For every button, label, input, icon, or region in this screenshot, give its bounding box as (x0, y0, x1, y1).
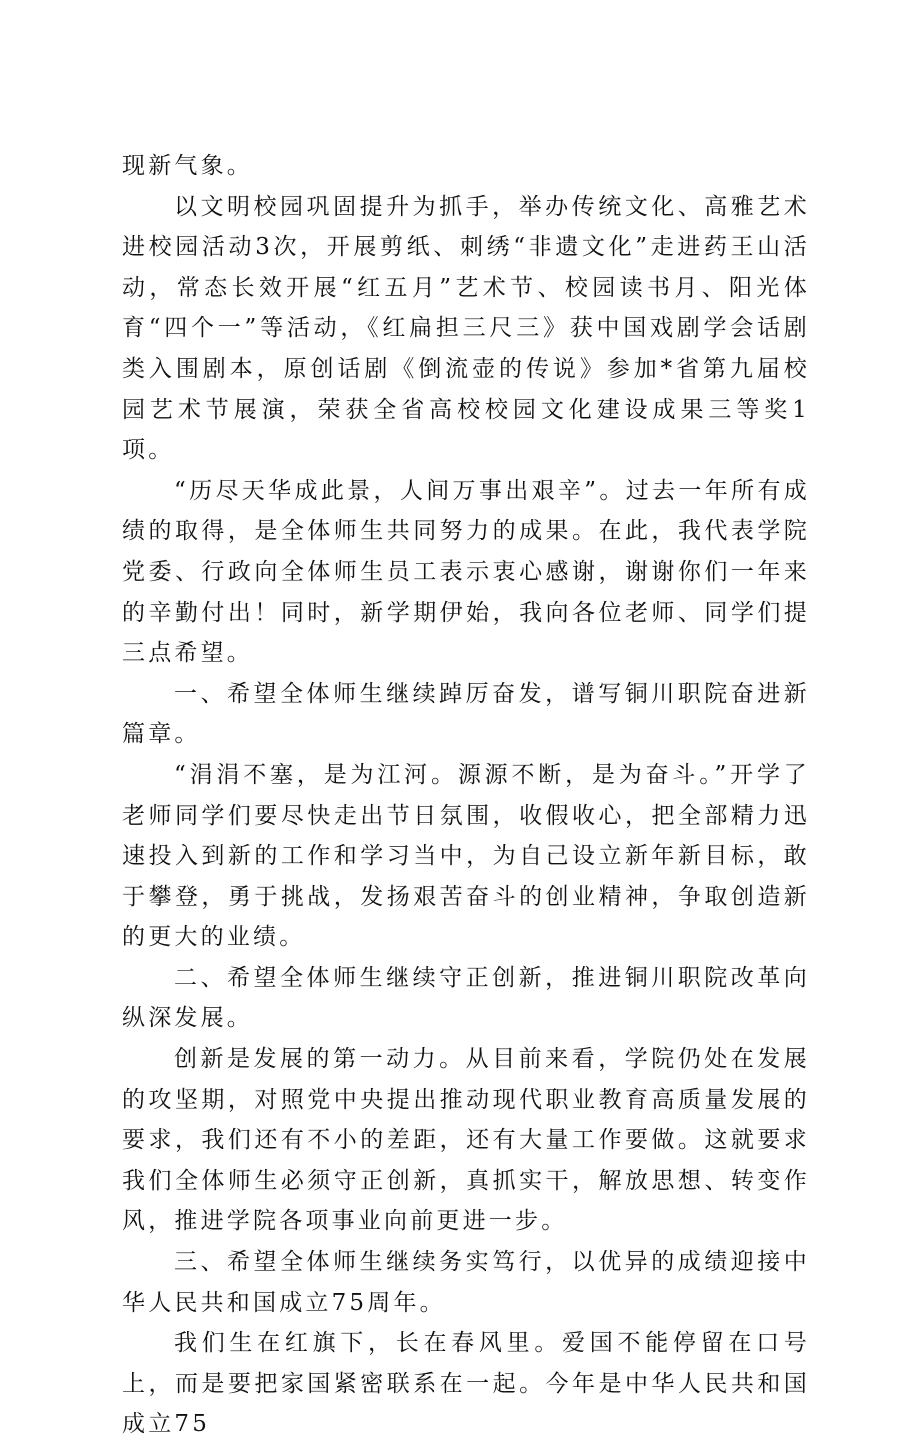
heading-hope-one: 一、希望全体师生继续踔厉奋发，谱写铜川职院奋进新篇章。 (122, 680, 810, 748)
paragraph-campus-culture: 以文明校园巩固提升为抓手，举办传统文化、高雅艺术进校园活动3次，开展剪纸、刺绣“非遗文化”走进药王山活动，常态长效开展“红五月”艺术节、校园读书月、阳光体育“四个一”等活动，《红扁担三尺三》获中国戏剧学会话剧类入围剧本，原创话剧《倒流壶的传说》参加*省第九届校园艺术节展演，荣获全省高校校园文化建设成果三等奖1项。 (122, 193, 810, 464)
heading-hope-three: 三、希望全体师生继续务实笃行，以优异的成绩迎接中华人民共和国成立75周年。 (122, 1249, 810, 1316)
paragraph-hope-two: 创新是发展的第一动力。从目前来看，学院仍处在发展的攻坚期，对照党中央提出推动现代职业教育高质量发展的要求，我们还有不小的差距，还有大量工作要做。这就要求我们全体师生必须守正创新，真抓实干，解放思想、转变作风，推进学院各项事业向前更进一步。 (122, 1046, 810, 1235)
paragraph-hope-three: 我们生在红旗下，长在春风里。爱国不能停留在口号上，而是要把家国紧密联系在一起。今年是中华人民共和国成立75 (122, 1330, 810, 1438)
heading-hope-two: 二、希望全体师生继续守正创新，推进铜川职院改革向纵深发展。 (122, 964, 810, 1032)
paragraph-hope-one: “涓涓不塞，是为江河。源源不断，是为奋斗。”开学了老师同学们要尽快走出节日氛围，收假收心，把全部精力迅速投入到新的工作和学习当中，为自己设立新年新目标，敢于攀登，勇于挑战，发扬艰苦奋斗的创业精神，争取创造新的更大的业绩。 (122, 761, 810, 951)
paragraph-continuation: 现新气象。 (122, 153, 253, 179)
body-text (122, 146, 810, 1445)
paragraph-thanks: “历尽天华成此景，人间万事出艰辛”。过去一年所有成绩的取得，是全体师生共同努力的成果。在此，我代表学院党委、行政向全体师生员工表示衷心感谢，谢谢你们一年来的辛勤付出！同时，新学期伊始，我向各位老师、同学们提三点希望。 (122, 477, 810, 667)
